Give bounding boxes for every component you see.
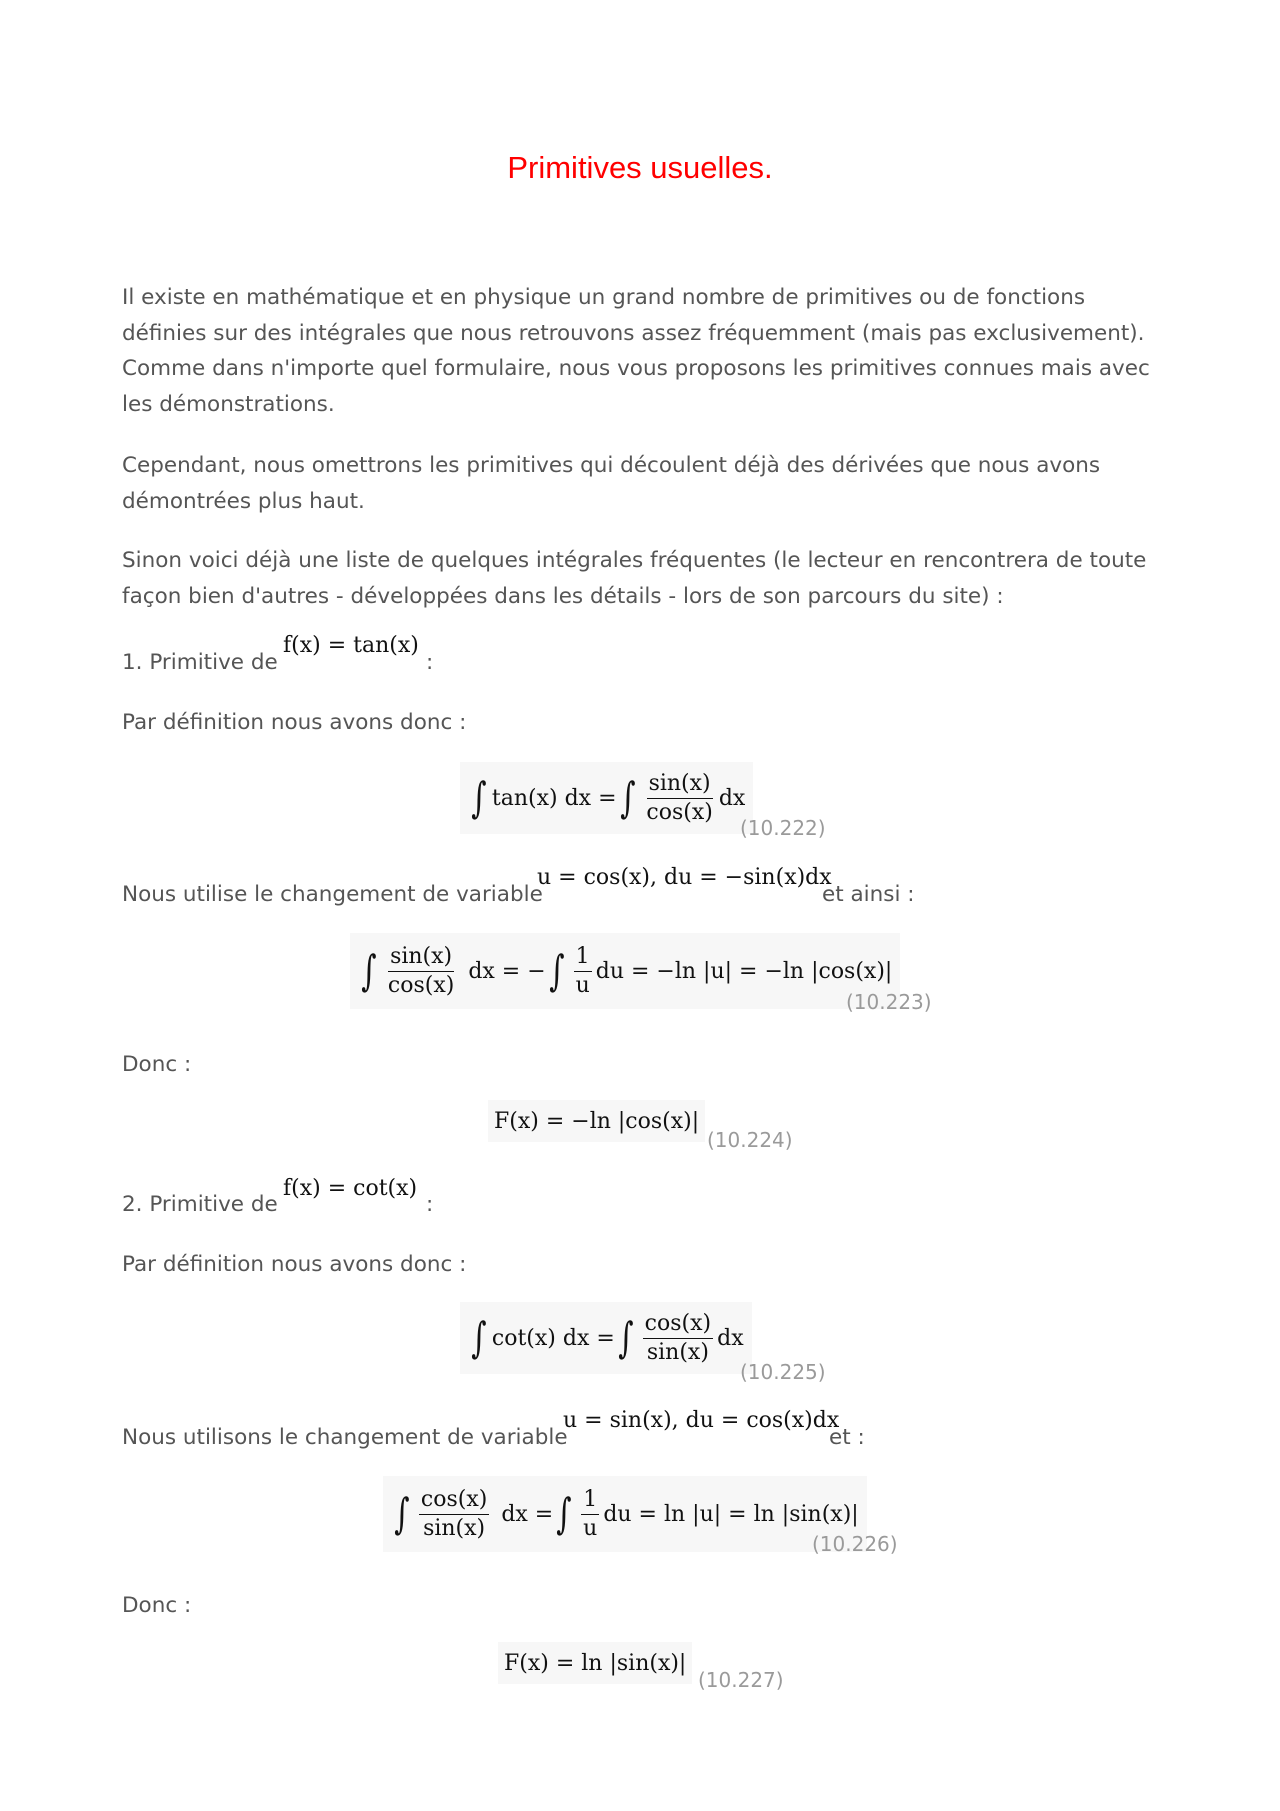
integral-sign: ∫ [619,773,636,822]
section-2-heading-text: 2. Primitive de [122,1192,278,1217]
integral-sign: ∫ [618,1313,634,1362]
section-2-change-after: et : [829,1425,865,1450]
section-2-change-math: u = sin(x), du = cos(x)dx [563,1408,840,1433]
denominator: cos(x) [387,972,455,998]
integral-sign: ∫ [361,946,377,995]
integral-sign: ∫ [394,1489,410,1538]
denominator: u [583,1515,598,1541]
numerator: cos(x) [419,1486,489,1515]
section-1-heading-text: 1. Primitive de [122,650,278,675]
eq-10-222-tail: dx [718,785,746,811]
equation-10-227: F(x) = ln |sin(x)| [498,1642,692,1684]
section-2-colon: : [426,1192,434,1217]
denominator: sin(x) [423,1515,486,1541]
denominator: cos(x) [646,799,713,825]
section-2-donc: Donc : [122,1593,192,1618]
equation-number-10-224: (10.224) [707,1128,793,1152]
section-1-definition-text: Par définition nous avons donc : [122,710,467,735]
integral-sign: ∫ [548,946,565,995]
eq-10-225-lhs: cot(x) dx = [491,1325,615,1351]
integral-sign: ∫ [471,773,487,822]
section-1-change-after: et ainsi : [822,882,915,907]
section-2-change-text: Nous utilisons le changement de variable [122,1425,568,1450]
eq-10-226-mid: dx = [501,1501,554,1527]
eq-10-226-rest: du = ln |u| = ln |sin(x)| [603,1501,859,1527]
numerator: cos(x) [643,1310,713,1339]
equation-number-10-222: (10.222) [740,816,826,840]
equation-10-223 [350,933,900,1009]
section-2-definition-text: Par définition nous avons donc : [122,1252,467,1277]
fraction [574,943,592,999]
equation-10-226 [383,1476,867,1552]
fraction [386,943,456,999]
numerator: 1 [574,943,592,972]
section-1-heading [122,650,278,675]
section-2-heading [122,1192,278,1217]
section-1-donc: Donc : [122,1052,192,1077]
fraction [419,1486,489,1542]
eq-10-223-mid: dx = − [468,958,546,984]
section-1-function: f(x) = tan(x) [283,633,419,658]
numerator: sin(x) [647,770,713,799]
numerator: 1 [581,1486,599,1515]
intro-paragraph-1: Il existe en mathématique et en physique un grand nombre de primitives ou de fonctions définies sur des intégrales que nous retrouvons assez fréquemment (mais pas exclusivement). Comme dans n'importe quel formulaire, nous vous proposons les primitives connues mais avec les démonstrations. [122,285,1150,417]
equation-10-224: F(x) = −ln |cos(x)| [488,1100,705,1142]
equation-10-225 [460,1302,752,1374]
eq-10-225-tail: dx [717,1325,744,1351]
eq-10-222-lhs: tan(x) dx = [491,785,617,811]
numerator: sin(x) [388,943,454,972]
intro-paragraph-3: Sinon voici déjà une liste de quelques intégrales fréquentes (le lecteur en rencontrera de toute façon bien d'autres - développées dans les détails - lors de son parcours du site) : [122,548,1147,609]
integral-sign: ∫ [556,1489,572,1538]
section-2-function: f(x) = cot(x) [283,1176,418,1201]
fraction [644,770,714,826]
equation-10-222 [460,762,753,834]
section-1-change-text: Nous utilise le changement de variable [122,882,543,907]
equation-number-10-227: (10.227) [698,1668,784,1692]
fraction [581,1486,599,1542]
denominator: sin(x) [646,1339,709,1365]
denominator: u [575,972,590,998]
equation-number-10-226: (10.226) [812,1532,898,1556]
intro-paragraph-2: Cependant, nous omettrons les primitives qui découlent déjà des dérivées que nous avons démontrées plus haut. [122,453,1101,514]
fraction [643,1310,713,1366]
section-1-colon: : [426,650,434,675]
equation-number-10-225: (10.225) [740,1360,826,1384]
section-1-change-math: u = cos(x), du = −sin(x)dx [537,865,832,890]
page-title: Primitives usuelles. [507,150,773,185]
integral-sign: ∫ [471,1313,487,1362]
eq-10-223-rest: du = −ln |u| = −ln |cos(x)| [595,958,893,984]
equation-number-10-223: (10.223) [846,990,932,1014]
